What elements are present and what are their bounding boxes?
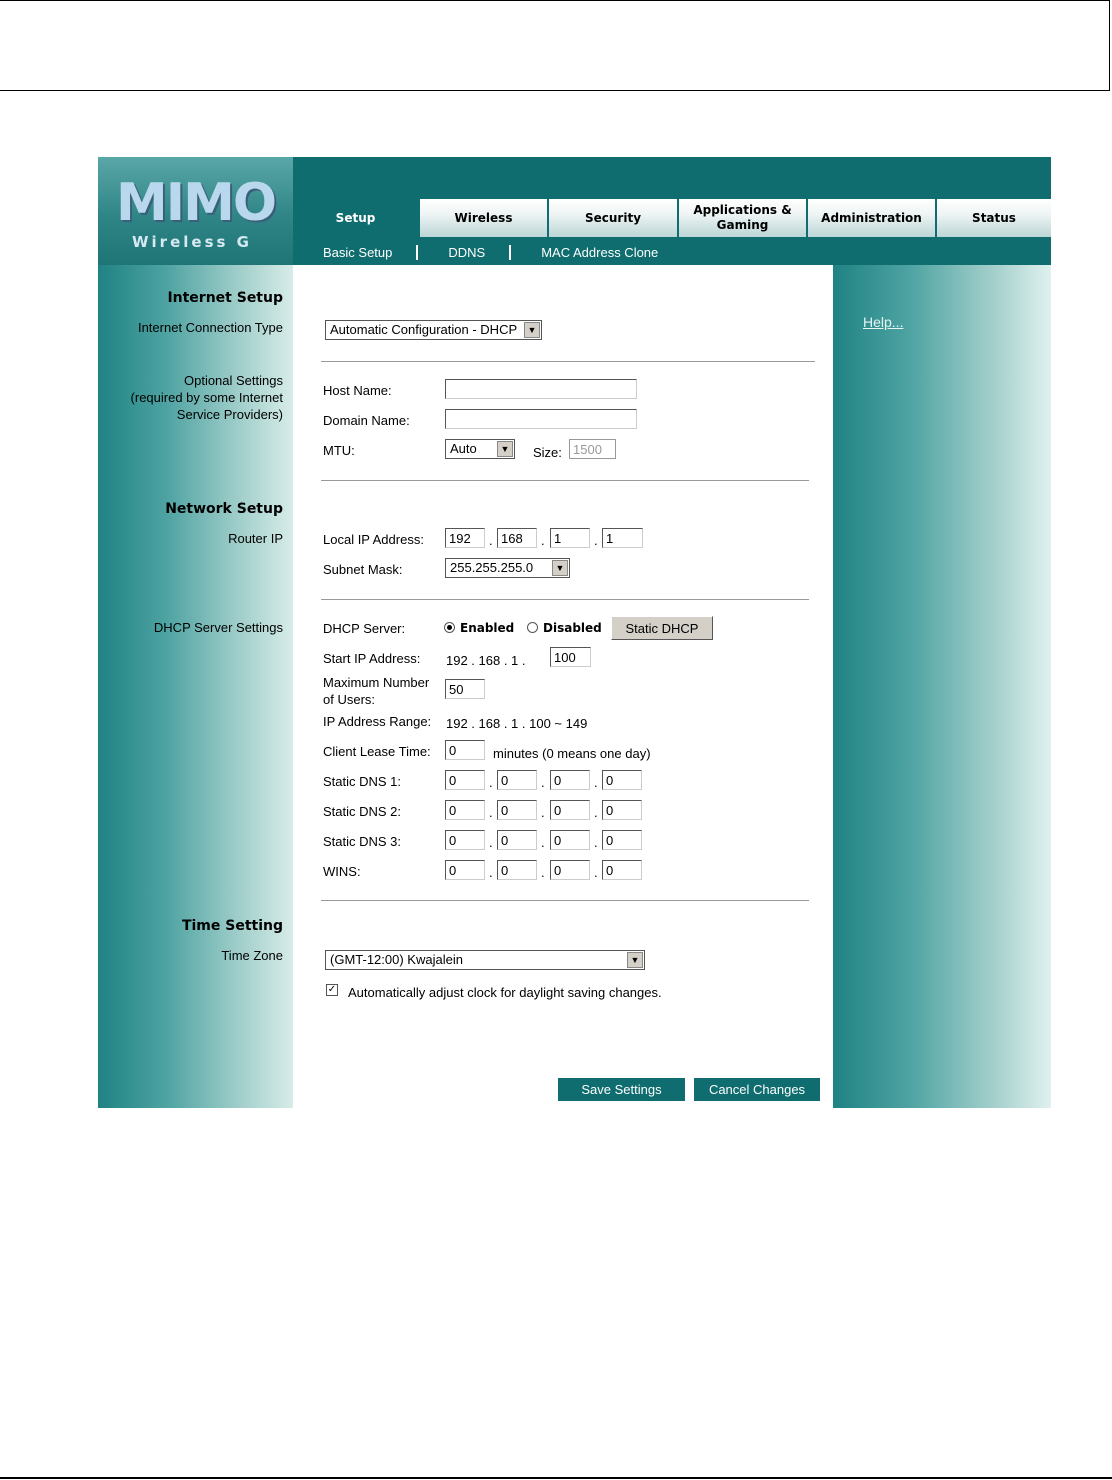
dns3-octet-4[interactable] [602,830,642,850]
mtu-select[interactable] [445,439,515,459]
tab-wireless[interactable]: Wireless [420,199,549,237]
brand-logo [98,157,293,265]
dhcp-enabled-radio[interactable] [444,622,455,633]
lease-time-note: minutes (0 means one day) [493,746,651,761]
max-users-label-1: Maximum Number [323,675,430,690]
help-link[interactable]: Help... [863,314,904,330]
subnav-mac-address-clone[interactable]: MAC Address Clone [541,244,659,260]
logo-subtitle: Wireless G [132,233,252,251]
connection-type-select[interactable] [325,320,542,340]
tab-administration[interactable]: Administration [808,199,937,237]
subnav-basic-setup[interactable]: Basic Setup [323,244,393,260]
dns1-octet-1[interactable] [445,770,485,790]
wins-octet-3[interactable] [550,860,590,880]
max-users-input[interactable] [445,679,485,699]
dhcp-disabled-radio[interactable] [527,622,538,633]
chevron-down-icon: ▼ [627,952,643,968]
internet-setup-heading: Internet Setup [167,290,283,306]
main-tabs [293,199,1051,237]
wins-octet-4[interactable] [602,860,642,880]
dhcp-server-settings-label: DHCP Server Settings [153,620,283,635]
optional-settings-note-2: Service Providers) [176,407,283,422]
ip-dot: . [489,533,493,548]
mtu-value: Auto [450,441,477,456]
subnet-mask-value: 255.255.255.0 [450,560,534,575]
router-admin-panel [98,157,1051,1108]
start-ip-last-octet[interactable] [550,647,591,667]
optional-settings-label: Optional Settings [183,373,283,388]
ip-dot: . [541,835,545,850]
ip-dot: . [489,865,493,880]
left-label-column [98,265,293,1108]
dns1-octet-2[interactable] [497,770,537,790]
dns1-octet-4[interactable] [602,770,642,790]
ip-dot: . [489,775,493,790]
dns3-octet-1[interactable] [445,830,485,850]
ip-range-label: IP Address Range: [323,714,432,729]
ip-dot: . [594,805,598,820]
static-dns-1-label: Static DNS 1: [323,774,402,789]
domain-name-input[interactable] [445,409,637,429]
dns2-octet-3[interactable] [550,800,590,820]
static-dhcp-button[interactable]: Static DHCP [611,616,713,640]
ip-dot: . [594,865,598,880]
divider [321,480,809,481]
divider [321,599,809,600]
ip-dot: . [594,835,598,850]
ip-dot: . [489,805,493,820]
max-users-label-2: of Users: [323,692,376,707]
subnet-mask-label: Subnet Mask: [323,562,403,577]
divider [321,900,809,901]
dhcp-disabled-label: Disabled [543,621,602,635]
ip-dot: . [541,865,545,880]
page-header-box [0,0,1110,91]
local-ip-octet-3[interactable] [550,528,590,548]
router-ip-label: Router IP [228,531,283,546]
tab-applications-gaming[interactable]: Applications & Gaming [679,199,808,237]
dns3-octet-2[interactable] [497,830,537,850]
time-zone-value: (GMT-12:00) Kwajalein [330,952,463,967]
dst-label: Automatically adjust clock for daylight saving changes. [348,985,662,1000]
dns2-octet-1[interactable] [445,800,485,820]
right-help-column [833,265,1051,1108]
local-ip-label: Local IP Address: [323,532,424,547]
subnet-mask-select[interactable] [445,558,570,578]
ip-dot: . [594,533,598,548]
ip-dot: . [594,775,598,790]
dst-checkbox[interactable]: ✓ [327,984,337,995]
dns2-octet-2[interactable] [497,800,537,820]
divider [321,361,815,362]
subnav-ddns[interactable]: DDNS [448,244,486,260]
chevron-down-icon: ▼ [552,560,568,576]
ip-dot: . [541,533,545,548]
domain-name-label: Domain Name: [323,413,410,428]
host-name-input[interactable] [445,379,637,399]
mtu-size-input[interactable] [569,439,616,459]
ip-range-value: 192 . 168 . 1 . 100 ~ 149 [446,716,588,731]
chevron-down-icon: ▼ [524,322,540,338]
local-ip-octet-4[interactable] [602,528,643,548]
wins-octet-1[interactable] [445,860,485,880]
dns3-octet-3[interactable] [550,830,590,850]
tab-setup[interactable]: Setup [293,199,420,237]
chevron-down-icon: ▼ [497,441,513,457]
mtu-label: MTU: [323,443,355,458]
wins-label: WINS: [323,864,361,879]
settings-form [293,265,833,1108]
internet-connection-type-label: Internet Connection Type [137,320,283,335]
ip-dot: . [541,775,545,790]
connection-type-value: Automatic Configuration - DHCP [330,322,518,337]
save-settings-button[interactable]: Save Settings [558,1078,685,1101]
sub-navigation [293,241,668,263]
mtu-size-label: Size: [533,445,562,460]
host-name-label: Host Name: [323,383,392,398]
dns2-octet-4[interactable] [602,800,642,820]
lease-time-input[interactable] [445,740,485,760]
ip-dot: . [541,805,545,820]
dhcp-server-label: DHCP Server: [323,621,406,636]
logo-title: MIMO [116,173,276,233]
static-dns-3-label: Static DNS 3: [323,834,402,849]
dhcp-enabled-label: Enabled [460,621,515,635]
start-ip-prefix: 192 . 168 . 1 . [446,653,526,668]
local-ip-octet-1[interactable] [445,528,485,548]
wins-octet-2[interactable] [497,860,537,880]
time-zone-select[interactable] [325,950,645,970]
optional-settings-note-1: (required by some Internet [130,390,283,405]
lease-time-label: Client Lease Time: [323,744,431,759]
time-zone-label: Time Zone [221,948,283,963]
ip-dot: . [489,835,493,850]
page-footer-line [0,1477,1112,1479]
static-dns-2-label: Static DNS 2: [323,804,402,819]
time-setting-heading: Time Setting [181,918,283,934]
tab-status[interactable]: Status [937,199,1051,237]
tab-security[interactable]: Security [549,199,679,237]
local-ip-octet-2[interactable] [497,528,537,548]
start-ip-label: Start IP Address: [323,651,421,666]
network-setup-heading: Network Setup [165,501,283,517]
cancel-changes-button[interactable]: Cancel Changes [694,1078,820,1101]
dns1-octet-3[interactable] [550,770,590,790]
